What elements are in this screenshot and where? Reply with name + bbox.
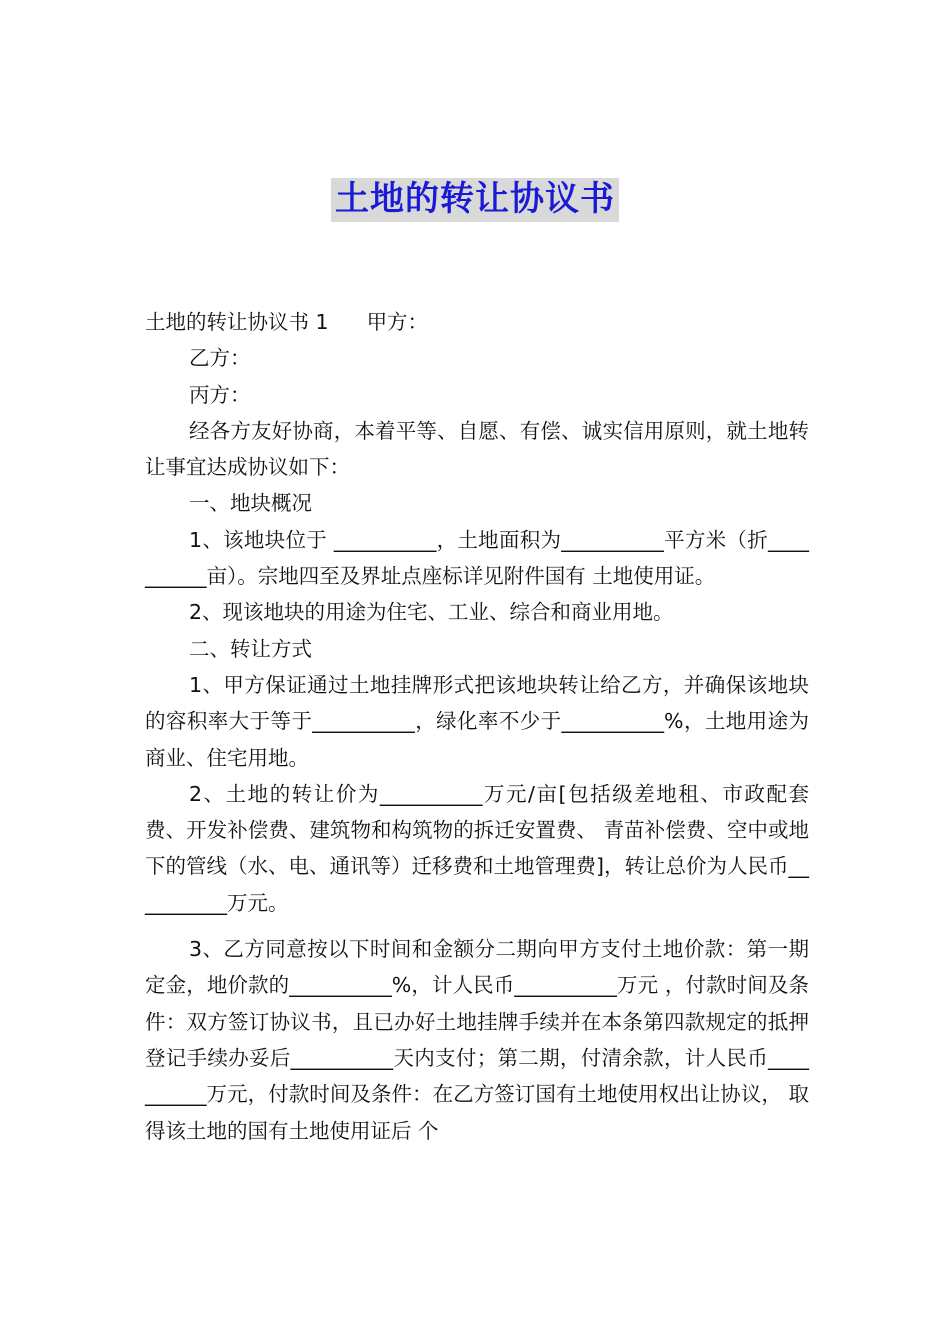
party-a-label: 甲方： xyxy=(366,310,429,334)
party-b-label: 乙方： xyxy=(189,346,251,371)
section-heading-2: 二、转让方式 xyxy=(189,636,312,661)
party-c-label: 丙方： xyxy=(189,382,251,407)
clause-1-1: 1、该地块位于 __________，土地面积为__________平方米（折__________亩）。宗地四至及界址点座标详见附件国有 土地使用证。 xyxy=(145,527,809,589)
clause-2-1: 1、甲方保证通过土地挂牌形式把该地块转让给乙方，并确保该地块的容积率大于等于__________，绿化率不少于__________%，土地用途为商业、住宅用地。 xyxy=(145,672,809,770)
section-heading-1: 一、地块概况 xyxy=(189,491,312,516)
preamble-paragraph: 经各方友好协商，本着平等、自愿、有偿、诚实信用原则，就土地转让事宜达成协议如下： xyxy=(145,418,809,480)
agreement-heading: 土地的转让协议书 1 xyxy=(145,310,329,334)
document-title-wrap xyxy=(0,178,950,222)
clause-2-3: 3、乙方同意按以下时间和金额分二期向甲方支付土地价款：第一期定金，地价款的__________%，计人民币__________万元 ，付款时间及条件：双方签订协议书，且已办好土地挂牌手续并在本条第四款规定的抵押登记手续办妥后__________天内支付；第二期，付清余款，计人民币__________万元，付款时间及条件：在乙方签订国有土地使用权出让协议， 取得该土地的国有土地使用证后 个 xyxy=(145,937,809,1143)
document-title: 土地的转让协议书 xyxy=(331,178,619,222)
clause-1-2: 2、现该地块的用途为住宅、工业、综合和商业用地。 xyxy=(189,600,674,625)
paragraph-header xyxy=(145,304,809,340)
document-body xyxy=(145,304,809,1149)
clause-2-2: 2、土地的转让价为__________万元/亩[包括级差地租、市政配套费、开发补偿费、建筑物和构筑物的拆迁安置费、 青苗补偿费、空中或地下的管线（水、电、通讯等）迁移费和土地管理费]，转让总价为人民币__________万元。 xyxy=(145,781,809,915)
